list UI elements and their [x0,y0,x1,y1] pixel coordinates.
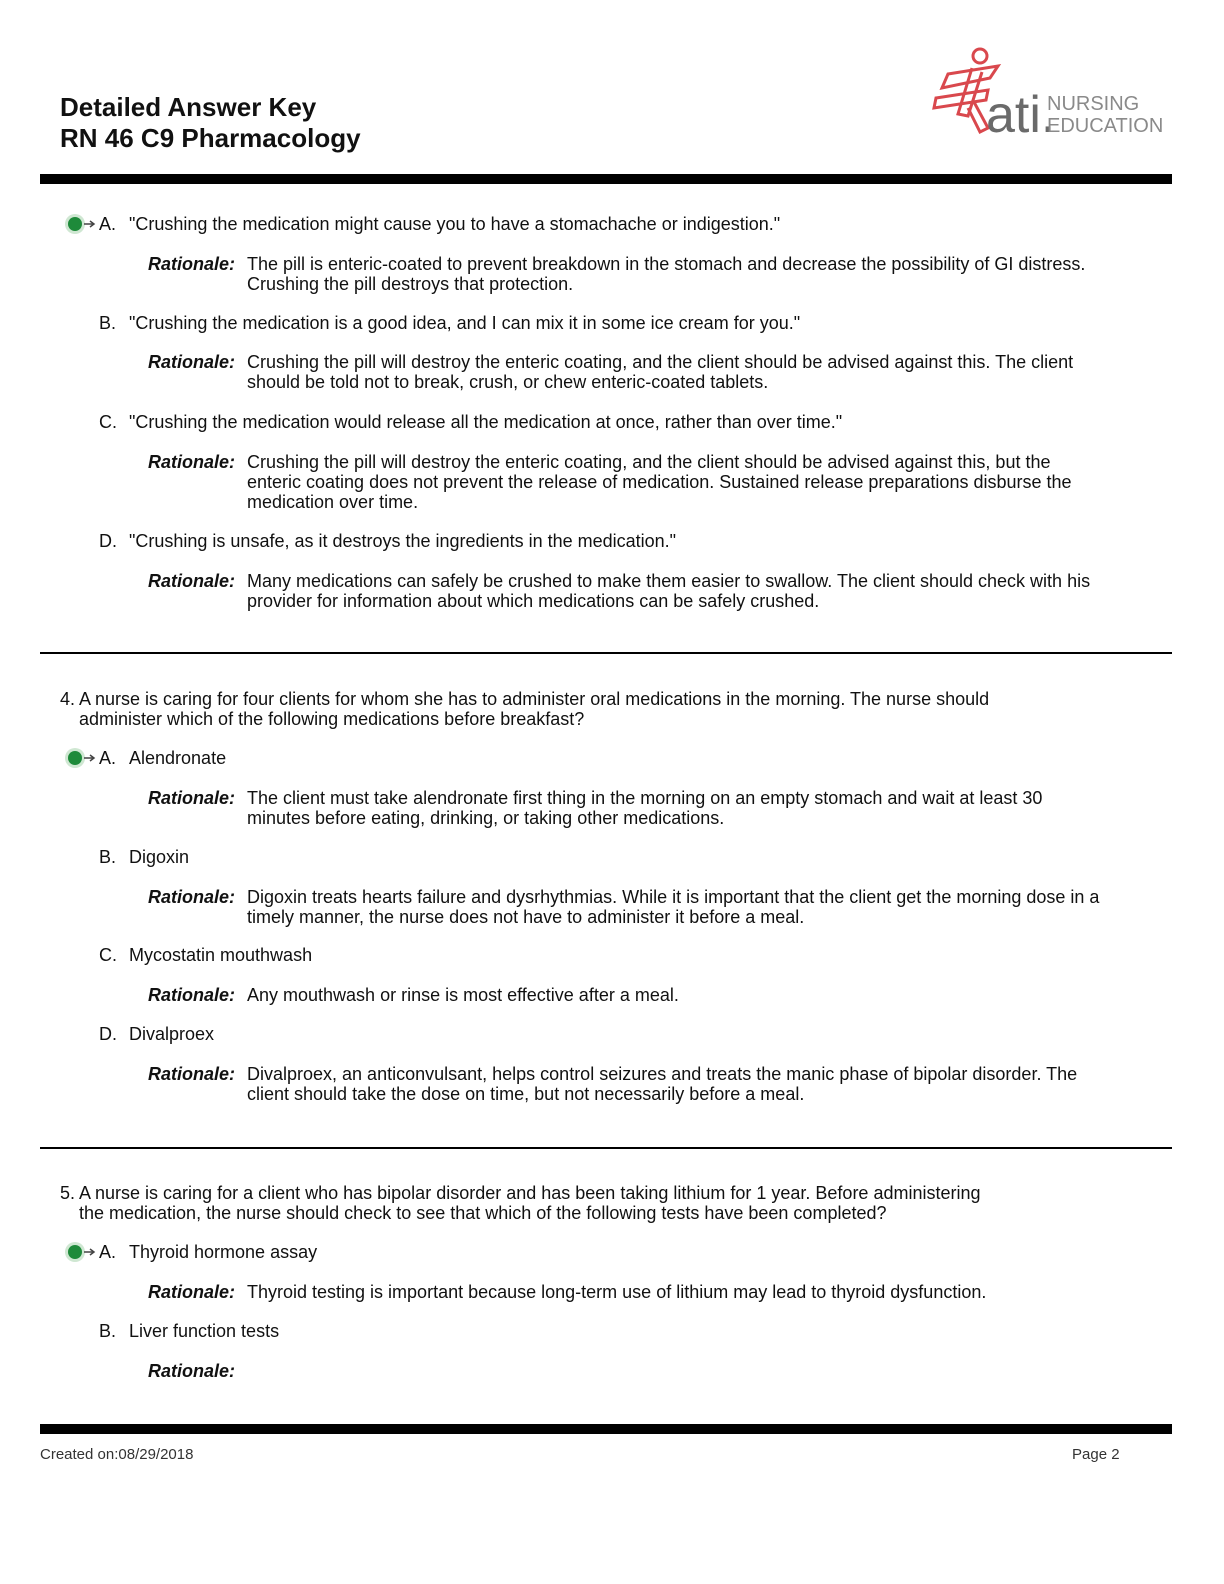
q3-rationale-b [148,352,1108,392]
q4-option-a [99,748,226,768]
footer-divider [40,1424,1172,1434]
stem-line-1: A nurse is caring for four clients for whom she has to administer oral medications in the morning. The nurse should [79,689,990,709]
q5-stem [60,1183,1120,1223]
q3-option-a [99,214,780,234]
rationale-text: Many medications can safely be crushed to make them easier to swallow. The client should check with his provider for information about which medications can be safely crushed. [247,571,1091,611]
rationale-label: Rationale: [148,254,236,274]
q4-rationale-a [148,788,1108,828]
option-letter: A. [99,1242,117,1262]
option-text: Digoxin [129,847,190,867]
option-letter: D. [99,531,117,551]
logo-brand: ati. [986,86,1056,144]
rationale-label: Rationale: [148,571,236,591]
q4-option-d [99,1024,214,1044]
q4-stem [60,689,1120,729]
rationale-text: Crushing the pill will destroy the enteric coating, and the client should be advised against this. The client should be told not to break, crush, or chew enteric-coated tablets. [247,352,1074,392]
option-letter: C. [99,945,117,965]
question-divider [40,652,1172,654]
logo-line-2: EDUCATION [1047,115,1164,137]
q3-rationale-d [148,571,1108,611]
page-number: Page 2 [1072,1446,1120,1463]
q4-rationale-d [148,1064,1108,1104]
rationale-text: Thyroid testing is important because long-term use of lithium may lead to thyroid dysfunction. [247,1282,987,1302]
q3-option-b [99,313,800,333]
option-text: "Crushing the medication might cause you to have a stomachache or indigestion." [129,214,781,234]
q4-option-c [99,945,312,965]
question-divider [40,1147,1172,1149]
rationale-label: Rationale: [148,352,236,372]
created-date: Created on:08/29/2018 [40,1446,194,1463]
header-divider [40,174,1172,184]
stem-line-1: A nurse is caring for a client who has bipolar disorder and has been taking lithium for 1 year. Before administering [79,1183,981,1203]
rationale-text: The client must take alendronate first thing in the morning on an empty stomach and wait at least 30 minutes before eating, drinking, or taking other medications. [247,788,1043,828]
option-text: Divalproex [129,1024,215,1044]
question-number: 5. [60,1183,76,1203]
stem-line-2: administer which of the following medications before breakfast? [79,709,585,729]
q3-rationale-c [148,452,1108,512]
q5-option-a [99,1242,317,1262]
option-letter: A. [99,214,117,234]
option-letter: D. [99,1024,117,1044]
rationale-label: Rationale: [148,788,236,808]
rationale-label: Rationale: [148,452,236,472]
option-letter: B. [99,1321,117,1341]
correct-answer-marker-icon [63,1240,99,1264]
option-letter: C. [99,412,117,432]
rationale-label: Rationale: [148,887,236,907]
q5-rationale-a [148,1282,1108,1302]
rationale-label: Rationale: [148,1361,236,1381]
q3-rationale-a [148,254,1108,294]
q5-option-b [99,1321,279,1341]
q4-rationale-b [148,887,1108,927]
option-letter: A. [99,748,117,768]
ati-nursing-education-logo [928,44,1164,144]
option-text: Mycostatin mouthwash [129,945,313,965]
option-text: "Crushing is unsafe, as it destroys the ingredients in the medication." [129,531,677,551]
title-line-1: Detailed Answer Key [60,92,317,122]
q3-option-c [99,412,842,432]
option-text: "Crushing the medication is a good idea, and I can mix it in some ice cream for you." [129,313,801,333]
option-text: Alendronate [129,748,227,768]
rationale-text: Crushing the pill will destroy the enteric coating, and the client should be advised against this, but the enteric coating does not prevent the release of medication. Sustained release preparations disburse the medication over time. [247,452,1072,512]
rationale-text: Digoxin treats hearts failure and dysrhythmias. While it is important that the client get the morning dose in a timely manner, the nurse does not have to administer it before a meal. [247,887,1100,927]
q4-option-b [99,847,189,867]
option-text: Thyroid hormone assay [129,1242,318,1262]
correct-answer-marker-icon [63,212,99,236]
question-number: 4. [60,689,76,709]
rationale-text: The pill is enteric-coated to prevent breakdown in the stomach and decrease the possibility of GI distress. Crushing the pill destroys that protection. [247,254,1086,294]
option-text: "Crushing the medication would release all the medication at once, rather than over time." [129,412,843,432]
rationale-label: Rationale: [148,1282,236,1302]
option-letter: B. [99,313,117,333]
q4-rationale-c [148,985,1108,1005]
rationale-text: Any mouthwash or rinse is most effective after a meal. [247,985,679,1005]
rationale-label: Rationale: [148,985,236,1005]
page-title [60,92,361,154]
option-letter: B. [99,847,117,867]
q3-option-d [99,531,676,551]
rationale-label: Rationale: [148,1064,236,1084]
correct-answer-marker-icon [63,746,99,770]
stem-line-2: the medication, the nurse should check to see that which of the following tests have been completed? [79,1203,887,1223]
title-line-2: RN 46 C9 Pharmacology [60,123,361,153]
logo-line-1: NURSING [1047,93,1140,115]
option-text: Liver function tests [129,1321,280,1341]
rationale-text: Divalproex, an anticonvulsant, helps control seizures and treats the manic phase of bipolar disorder. The client should take the dose on time, but not necessarily before a meal. [247,1064,1078,1104]
